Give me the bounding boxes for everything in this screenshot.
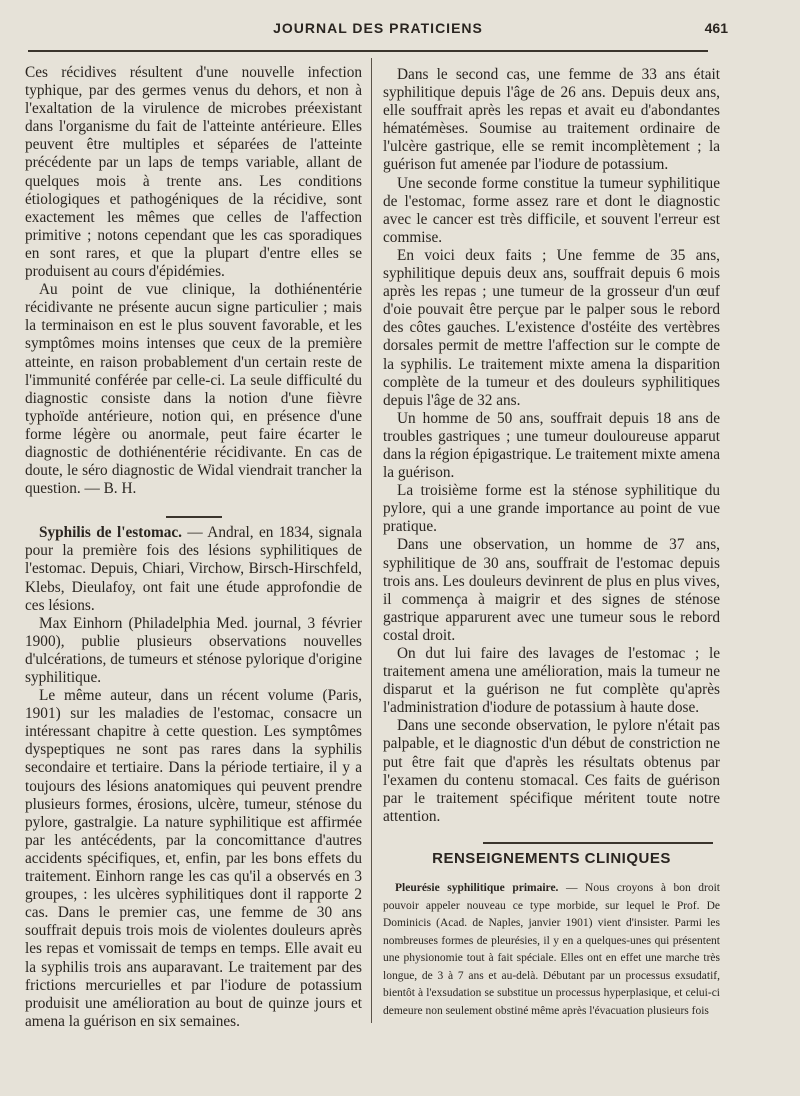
page-header xyxy=(28,20,728,42)
paragraph: Max Einhorn (Philadelphia Med. journal, 3 février 1900), publie plusieurs observations nouvelles d'ulcérations, de tumeurs et sténose pylorique d'origine syphilitique. xyxy=(25,614,362,686)
section-heading: RENSEIGNEMENTS CLINIQUES xyxy=(432,849,671,867)
right-column xyxy=(383,66,720,1020)
article-text: — Nous croyons à bon droit pouvoir appeler nouveau ce type morbide, sur lequel le Prof. De Dominicis (Acad. de Naples, janvier 1901) vient d'insister. Parmi les nombreuses formes de pleurésies, il y en a quelques-unes qui présentent une physionomie tout à fait spéciale. Elles ont en effet une marche très longue, de 3 à 7 ans et au-delà. Débutant par un processus exsudatif, bientôt à l'exsudation se substitue un processus hyperplasique, et celui-ci demeure non seulement obstiné même après l'évacuation plusieurs fois xyxy=(383,882,721,1017)
header-rule xyxy=(28,50,708,52)
paragraph: Dans une observation, un homme de 37 ans, syphilitique de 30 ans, souffrait de l'estomac depuis trois ans. Les douleurs devinrent de plus en plus vives, il commença à maigrir et des signes de sténose gastrique apparurent avec une tumeur sous le rebord costal droit. xyxy=(383,536,720,644)
article-title: Syphilis de l'estomac. xyxy=(39,524,182,542)
article-paragraph xyxy=(25,524,362,614)
article-paragraph xyxy=(383,880,720,1020)
clinical-note xyxy=(383,880,720,1020)
column-divider xyxy=(371,58,372,1023)
paragraph: Ces récidives résultent d'une nouvelle infection typhique, par des germes venus du dehors, et non à l'exaltation de la virulence de microbes préexistant dans l'organisme du fait de l'atteinte antérieure. Elles peuvent être multiples et séparées de l'atteinte précédente par un laps de temps variable, allant de quelques mois à trente ans. Les conditions étiologiques et pathogéniques de la récidive, sont exactement les mêmes que celles de l'affection primitive ; notons cependant que les cas sporadiques en sont rares, et que la plupart d'entre elles se produisent au cours d'épidémies. xyxy=(25,64,362,281)
article-separator xyxy=(166,516,222,518)
running-title: JOURNAL DES PRATICIENS xyxy=(273,20,483,36)
paragraph: On dut lui faire des lavages de l'estomac ; le traitement amena une amélioration, mais la tumeur ne disparut et la guérison ne fut complète qu'après l'administration d'iodure de potassium à haute dose. xyxy=(383,645,720,717)
paragraph: Dans une seconde observation, le pylore n'était pas palpable, et le diagnostic d'un début de constriction ne put être fait que d'après les résultats obtenus par l'examen du contenu stomacal. Ces faits de guérison par le traitement spécifique méritent toute notre attention. xyxy=(383,717,720,825)
article-text: — Andral, en 1834, signala pour la première fois des lésions syphilitiques de l'estomac. Depuis, Chiari, Virchow, Birsch-Hirschfeld, Klebs, Dieulafoy, ont fait une étude approfondie de ces lésions. xyxy=(25,524,363,614)
paragraph: Une seconde forme constitue la tumeur syphilitique de l'estomac, forme assez rare et dont le diagnostic avec le cancer est très difficile, et souvent l'erreur est commise. xyxy=(383,174,720,246)
paragraph: Le même auteur, dans un récent volume (Paris, 1901) sur les maladies de l'estomac, consacre un intéressant chapitre à cette question. Les symptômes dyspeptiques ne sont pas rares dans la syphilis secondaire et tertiaire. Dans la période tertiaire, il y a toujours des lésions anatomiques qui peuvent prendre plusieurs formes, érosions, ulcère, tumeur, sténose du pylore, gastralgie. La nature syphilitique est affirmée par les antécédents, par la concomittance d'autres accidents spécifiques, et, enfin, par les bons effets du traitement. Einhorn range les cas qu'il a observés en 3 groupes, : les ulcères syphilitiques dont il rapporte 2 cas. Dans le premier cas, une femme de 30 ans souffrait depuis trois mois de violentes douleurs après les repas et vomissait de temps en temps. Elle avait eu la syphilis trois ans auparavant. Le traitement par des frictions mercurielles et par l'iodure de potassium produisit une amélioration au bout de quinze jours et amena la guérison en six semaines. xyxy=(25,687,362,1030)
page-number: 461 xyxy=(704,20,728,36)
paragraph: Un homme de 50 ans, souffrait depuis 18 ans de troubles gastriques ; une tumeur douloureuse apparut dans la région épigastrique. Le traitement mixte amena la guérison. xyxy=(383,409,720,482)
paragraph: Dans le second cas, une femme de 33 ans était syphilitique depuis l'âge de 26 ans. Depuis deux ans, elle souffrait après les repas et avait eu d'abondantes hématémèses. Soumise au traitement ordinaire de l'ulcère gastrique, elle se remit incomplètement ; la guérison fut amenée par l'iodure de potassium. xyxy=(383,66,720,174)
left-column xyxy=(25,64,362,1031)
paragraph: En voici deux faits ; Une femme de 35 ans, syphilitique depuis deux ans, souffrait depuis 6 mois après les repas ; une tumeur de la grosseur d'un œuf d'oie pouvait être perçue par le palper sous le rebord des côtes gauches. L'existence d'ostéite des vertèbres dorsales permit de mettre l'affection sur le compte de la syphilis. Le traitement mixte amena la disparition complète de la tumeur et des douleurs syphilitiques depuis l'âge de 32 ans. xyxy=(383,246,720,409)
section-rule xyxy=(483,842,713,844)
paragraph: Au point de vue clinique, la dothiénentérie récidivante ne présente aucun signe particulier ; mais la terminaison en est le plus souvent favorable, et les symptômes moins intenses que ceux de la première atteinte, en raison probablement d'un certain reste de l'immunité conférée par celle-ci. La seule difficulté du diagnostic consiste dans la notion d'une fièvre typhoïde antérieure, notion qui, en présence d'une forme légère ou anormale, peut faire écarter le diagnostic de dothiénentérie récidivante. En cas de doute, le séro diagnostic de Widal viendrait trancher la question. — B. H. xyxy=(25,281,362,498)
article-title: Pleurésie syphilitique primaire. xyxy=(395,882,559,895)
paragraph: La troisième forme est la sténose syphilitique du pylore, qui a une grande importance au point de vue pratique. xyxy=(383,482,720,536)
